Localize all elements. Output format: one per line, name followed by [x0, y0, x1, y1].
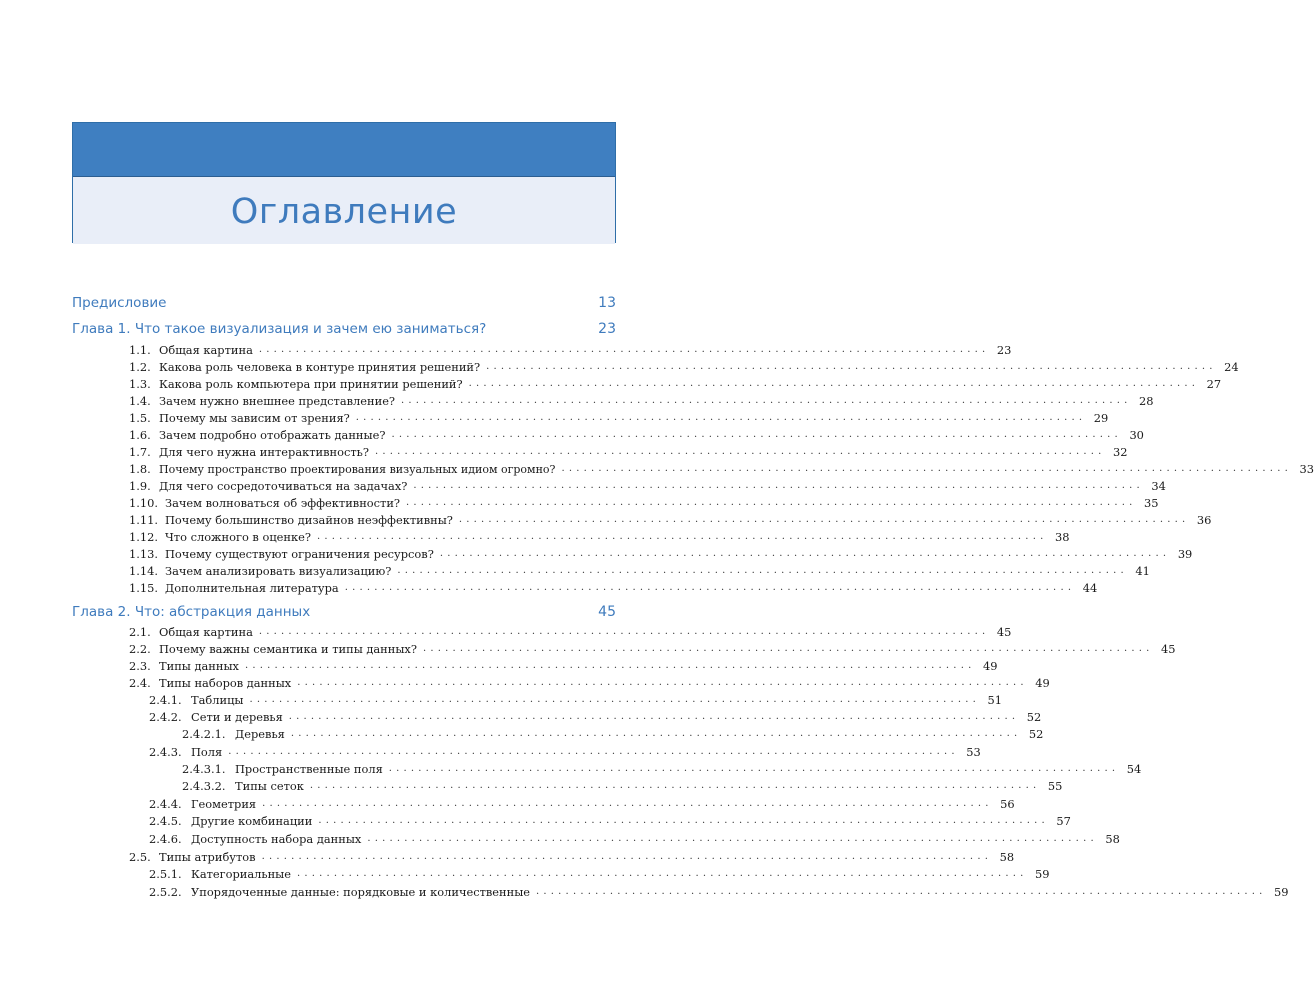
toc-entry[interactable] — [129, 655, 998, 673]
toc-chapter-title: Глава 1. Что такое визуализация и зачем ею заниматься? — [72, 321, 487, 337]
toc-leader-dots: ................................................................................................... — [318, 815, 1049, 826]
toc-entry[interactable] — [129, 672, 1050, 690]
toc-entry-title: Общая картина — [159, 343, 253, 357]
toc-entry-title: Категориальные — [191, 867, 291, 881]
toc-leader-dots: ................................................................................................... — [244, 660, 976, 671]
toc-header-banner — [72, 122, 616, 243]
toc-chapter-1[interactable] — [72, 319, 616, 337]
toc-page-number: 57 — [1056, 814, 1071, 828]
toc-entry-number: 1.11. — [129, 513, 158, 527]
toc-leader-dots: ................................................................................................... — [344, 582, 1076, 593]
toc-page-number: 45 — [1160, 642, 1176, 656]
toc-page-number: 59 — [1274, 885, 1289, 899]
toc-chapter-title: Предисловие — [72, 295, 167, 311]
toc-chapter-title: Глава 2. Что: абстракция данных — [72, 604, 311, 620]
toc-entry[interactable] — [129, 492, 1159, 510]
toc-leader-dots: ................................................................................................... — [258, 626, 990, 637]
toc-entry-title: Почему важны семантика и типы данных? — [159, 642, 417, 656]
toc-leader-dots: ................................................................................................... — [258, 344, 990, 355]
toc-page-number: 45 — [996, 625, 1012, 639]
toc-leader-dots: ................................................................................................... — [309, 780, 1041, 791]
toc-page-number: 28 — [1139, 394, 1154, 408]
toc-entry-title: Почему пространство проектирования визуальных идиом огромно? — [159, 463, 556, 476]
toc-entry-number: 1.4. — [129, 394, 151, 408]
toc-entry-number: 1.5. — [129, 411, 151, 425]
toc-page-number: 34 — [1151, 479, 1166, 493]
toc-page-number: 53 — [966, 745, 981, 759]
toc-entry-title: Геометрия — [191, 797, 257, 811]
banner-top-band — [73, 123, 615, 177]
toc-entry[interactable] — [129, 390, 1154, 408]
toc-entry-title: Типы сеток — [235, 779, 304, 793]
toc-entry[interactable] — [129, 458, 1314, 476]
toc-entry-title: Другие комбинации — [191, 814, 313, 828]
toc-entry-title: Почему мы зависим от зрения? — [159, 411, 350, 425]
toc-entry[interactable] — [129, 441, 1128, 459]
toc-entry-number: 1.1. — [129, 343, 151, 357]
toc-leader-dots: ................................................................................................... — [228, 746, 959, 757]
toc-page-number: 58 — [1105, 832, 1120, 846]
toc-entry[interactable] — [129, 543, 1193, 561]
toc-chapter-2[interactable] — [72, 602, 616, 620]
toc-leader-dots: ................................................................................................... — [536, 886, 1267, 897]
toc-entry[interactable] — [129, 526, 1070, 544]
toc-page-number: 45 — [598, 604, 616, 620]
toc-entry-number: 2.4.4. — [149, 797, 182, 811]
toc-leader-dots: ................................................................................................... — [297, 677, 1028, 688]
toc-entry-title: Какова роль человека в контуре принятия решений? — [159, 360, 481, 374]
toc-entry-number: 2.4. — [129, 676, 151, 690]
toc-page-number: 24 — [1224, 360, 1239, 374]
toc-entry[interactable] — [149, 689, 1002, 707]
toc-entry-title: Пространственные поля — [235, 762, 383, 776]
toc-leader-dots: ................................................................................................... — [458, 514, 1190, 525]
toc-page-number: 52 — [1026, 710, 1042, 724]
toc-leader-dots: ................................................................................................... — [422, 643, 1154, 654]
toc-page-number: 54 — [1126, 762, 1142, 776]
toc-entry[interactable] — [129, 560, 1150, 578]
toc-entry[interactable] — [129, 356, 1239, 374]
toc-page-number: 35 — [1144, 496, 1159, 510]
toc-entry-number: 1.10. — [129, 496, 158, 510]
toc-page-number: 33 — [1299, 462, 1314, 476]
toc-entry[interactable] — [129, 475, 1166, 493]
toc-entry-title: Доступность набора данных — [191, 832, 362, 846]
toc-leader-dots: ................................................................................................... — [297, 868, 1028, 879]
toc-entry-title: Почему большинство дизайнов неэффективны? — [165, 513, 453, 527]
toc-leader-dots: ................................................................................................... — [290, 728, 1022, 739]
toc-page-number: 49 — [982, 659, 998, 673]
toc-entry[interactable] — [129, 339, 1012, 357]
toc-entry[interactable] — [182, 775, 1063, 793]
toc-entry[interactable] — [129, 846, 1015, 864]
toc-entry-number: 1.8. — [129, 462, 151, 476]
toc-page-number: 56 — [1000, 797, 1015, 811]
toc-leader-dots: ................................................................................................... — [316, 531, 1048, 542]
toc-page-number: 51 — [987, 693, 1002, 707]
toc-page-number: 27 — [1206, 377, 1222, 391]
toc-page-number: 39 — [1177, 547, 1193, 561]
toc-leader-dots: ................................................................................................... — [261, 851, 993, 862]
toc-entry-number: 2.3. — [129, 659, 151, 673]
toc-leader-dots: ................................................................................................... — [249, 694, 980, 705]
toc-entry[interactable] — [149, 828, 1120, 846]
toc-leader-dots: ................................................................................................... — [397, 565, 1128, 576]
toc-entry-title: Типы данных — [159, 659, 239, 673]
toc-entry-number: 2.4.6. — [149, 832, 182, 846]
toc-entry-number: 2.5.2. — [149, 885, 182, 899]
toc-page-number: 59 — [1035, 867, 1050, 881]
toc-leader-dots: ................................................................................................... — [388, 763, 1120, 774]
toc-page-number: 30 — [1129, 428, 1144, 442]
toc-page-number: 13 — [598, 295, 616, 311]
toc-entry-title: Что сложного в оценке? — [165, 530, 311, 544]
toc-entry-number: 2.5.1. — [149, 867, 182, 881]
toc-entry-number: 1.12. — [129, 530, 158, 544]
toc-entry-number: 1.14. — [129, 564, 158, 578]
toc-leader-dots: ................................................................................................... — [561, 463, 1292, 474]
toc-entry-title: Упорядоченные данные: порядковые и количественные — [191, 885, 531, 899]
toc-entry-number: 1.15. — [129, 581, 158, 595]
toc-entry[interactable] — [149, 881, 1289, 899]
toc-leader-dots: ................................................................................................... — [288, 711, 1020, 722]
toc-entry[interactable] — [129, 373, 1222, 391]
toc-entry[interactable] — [129, 407, 1109, 425]
toc-entry-number: 1.13. — [129, 547, 158, 561]
toc-page-number: 29 — [1093, 411, 1109, 425]
toc-entry[interactable] — [182, 723, 1044, 741]
toc-page-number: 23 — [996, 343, 1012, 357]
toc-entry-title: Таблицы — [191, 693, 244, 707]
toc-entry-title: Дополнительная литература — [165, 581, 339, 595]
toc-page-number: 32 — [1112, 445, 1128, 459]
toc-page-number: 44 — [1082, 581, 1098, 595]
toc-entry-number: 2.4.3. — [149, 745, 182, 759]
banner-title-band — [73, 177, 615, 244]
toc-entry[interactable] — [129, 621, 1012, 639]
toc-entry-title: Поля — [191, 745, 223, 759]
toc-page-number: 55 — [1047, 779, 1063, 793]
toc-entry-number: 2.4.3.1. — [182, 762, 226, 776]
toc-entry-title: Зачем подробно отображать данные? — [159, 428, 386, 442]
toc-entry-number: 2.4.5. — [149, 814, 182, 828]
toc-entry-title: Для чего сосредоточиваться на задачах? — [159, 479, 408, 493]
toc-entry-number: 1.7. — [129, 445, 151, 459]
toc-entry[interactable] — [149, 863, 1050, 881]
toc-entry-title: Для чего нужна интерактивность? — [159, 445, 369, 459]
toc-entry-number: 1.3. — [129, 377, 151, 391]
toc-entry-number: 1.6. — [129, 428, 151, 442]
toc-leader-dots: ................................................................................................... — [439, 548, 1171, 559]
toc-entry-title: Какова роль компьютера при принятии решений? — [159, 377, 463, 391]
toc-leader-dots: ................................................................................................... — [406, 497, 1137, 508]
toc-preface[interactable] — [72, 293, 616, 311]
toc-leader-dots: ................................................................................................... — [262, 798, 993, 809]
toc-entry-title: Зачем нужно внешнее представление? — [159, 394, 396, 408]
toc-page-number: 38 — [1054, 530, 1070, 544]
toc-leader-dots: ................................................................................................... — [355, 412, 1087, 423]
toc-entry-number: 2.2. — [129, 642, 151, 656]
toc-entry[interactable] — [149, 793, 1015, 811]
toc-entry-title: Общая картина — [159, 625, 253, 639]
toc-entry[interactable] — [129, 424, 1144, 442]
page-title: Оглавление — [230, 191, 458, 232]
toc-page-number: 41 — [1135, 564, 1150, 578]
toc-entry-title: Деревья — [235, 727, 285, 741]
toc-leader-dots: ................................................................................................... — [486, 361, 1217, 372]
toc-leader-dots: ................................................................................................... — [413, 480, 1144, 491]
toc-entry[interactable] — [182, 758, 1142, 776]
toc-entry-number: 2.4.2.1. — [182, 727, 226, 741]
toc-entry-number: 1.9. — [129, 479, 151, 493]
toc-entry-number: 2.4.2. — [149, 710, 182, 724]
toc-entry[interactable] — [149, 706, 1042, 724]
toc-entry-number: 1.2. — [129, 360, 151, 374]
toc-entry-number: 2.1. — [129, 625, 151, 639]
toc-leader-dots: ................................................................................................... — [468, 378, 1200, 389]
toc-leader-dots: ................................................................................................... — [374, 446, 1106, 457]
toc-entry-title: Типы наборов данных — [159, 676, 292, 690]
toc-page-number: 36 — [1196, 513, 1212, 527]
toc-entry[interactable] — [149, 741, 981, 759]
toc-entry-number: 2.4.1. — [149, 693, 182, 707]
toc-page-number: 23 — [598, 321, 616, 337]
toc-entry-number: 2.4.3.2. — [182, 779, 226, 793]
toc-leader-dots: ................................................................................................... — [367, 833, 1098, 844]
toc-entry[interactable] — [129, 638, 1176, 656]
toc-page-number: 58 — [999, 850, 1015, 864]
toc-leader-dots: ................................................................................................... — [391, 429, 1122, 440]
toc-entry-title: Зачем анализировать визуализацию? — [165, 564, 392, 578]
toc-page-number: 52 — [1028, 727, 1044, 741]
toc-entry[interactable] — [129, 577, 1098, 595]
toc-page-number: 49 — [1035, 676, 1050, 690]
toc-entry-title: Типы атрибутов — [159, 850, 256, 864]
toc-entry-title: Почему существуют ограничения ресурсов? — [165, 547, 434, 561]
toc-entry-title: Сети и деревья — [191, 710, 283, 724]
toc-entry-number: 2.5. — [129, 850, 151, 864]
toc-leader-dots: ................................................................................................... — [401, 395, 1132, 406]
toc-entry[interactable] — [129, 509, 1212, 527]
toc-entry-title: Зачем волноваться об эффективности? — [165, 496, 401, 510]
toc-entry[interactable] — [149, 810, 1071, 828]
